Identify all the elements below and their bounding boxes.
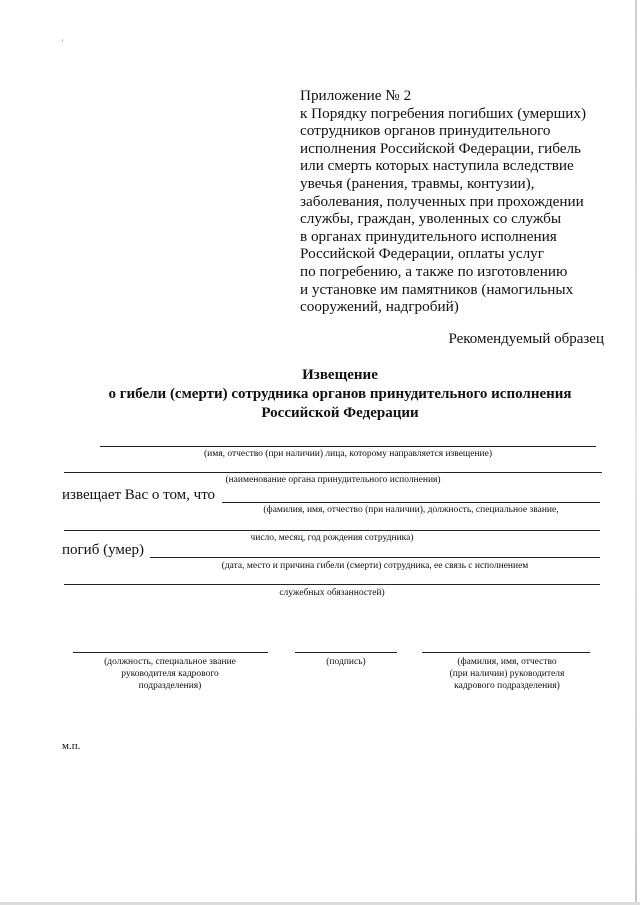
appendix-line: увечья (ранения, травмы, контузии), [300,174,535,192]
employee-caption: (фамилия, имя, отчество (при наличии), должность, специальное звание, [263,505,559,515]
title-line: Российской Федерации [261,405,419,421]
name-caption-line: (фамилия, имя, отчество [457,657,557,667]
employee-field-line[interactable] [222,502,600,503]
page-edge [635,0,637,905]
document-title [60,366,620,423]
recommended-label: Рекомендуемый образец [448,331,604,347]
position-caption-line: руководителя кадрового [121,669,219,679]
appendix-line: Российской Федерации, оплаты услуг [300,245,544,263]
recipient-caption: (имя, отчество (при наличии) лица, которому направляется извещение) [203,449,493,459]
appendix-line: и установке им памятников (намогильных [300,280,574,298]
title-line: Извещение [302,367,378,383]
appendix-line: исполнения Российской Федерации, гибель [300,139,581,157]
stamp-label: м.п. [62,740,81,752]
employee-caption-2: число, месяц, год рождения сотрудника) [250,533,414,543]
signature-line[interactable] [295,652,397,653]
position-caption-line: (должность, специальное звание [104,657,236,667]
death-field-line[interactable] [150,557,600,558]
appendix-line: сооружений, надгробий) [300,298,459,316]
position-sign-line[interactable] [73,652,268,653]
appendix-note [300,87,620,316]
name-sign-line[interactable] [422,652,590,653]
organ-caption: (наименование органа принудительного исполнения) [225,475,441,485]
appendix-line: по погребению, а также по изготовлению [300,262,568,280]
appendix-line: Приложение № 2 [300,87,412,104]
death-caption-2: служебных обязанностей) [279,588,385,598]
employee-field-line-2[interactable] [64,530,600,531]
name-caption-line: (при наличии) руководителя [449,669,565,679]
appendix-line: или смерть которых наступила вследствие [300,157,574,175]
name-caption [412,656,602,692]
appendix-line: сотрудников органов принудительного [300,122,551,140]
death-caption: (дата, место и причина гибели (смерти) сотрудника, ее связь с исполнением [221,561,529,571]
appendix-line: к Порядку погребения погибших (умерших) [300,104,587,122]
signature-caption: (подпись) [326,657,366,667]
position-caption-line: подразделения) [138,681,202,691]
scan-mark: ' [62,38,64,47]
notifies-label: извещает Вас о том, что [62,487,216,503]
appendix-line: службы, граждан, уволенных со службы [300,210,562,228]
title-line: о гибели (смерти) сотрудника органов принудительного исполнения [108,386,572,402]
death-field-line-2[interactable] [64,584,600,585]
died-label: погиб (умер) [62,542,145,558]
position-caption [70,656,270,692]
appendix-line: в органах принудительного исполнения [300,227,557,245]
appendix-line: заболевания, полученных при прохождении [300,192,584,210]
organ-field-line[interactable] [64,472,602,473]
recipient-field-line[interactable] [100,446,596,447]
name-caption-line: кадрового подразделения) [454,681,560,691]
